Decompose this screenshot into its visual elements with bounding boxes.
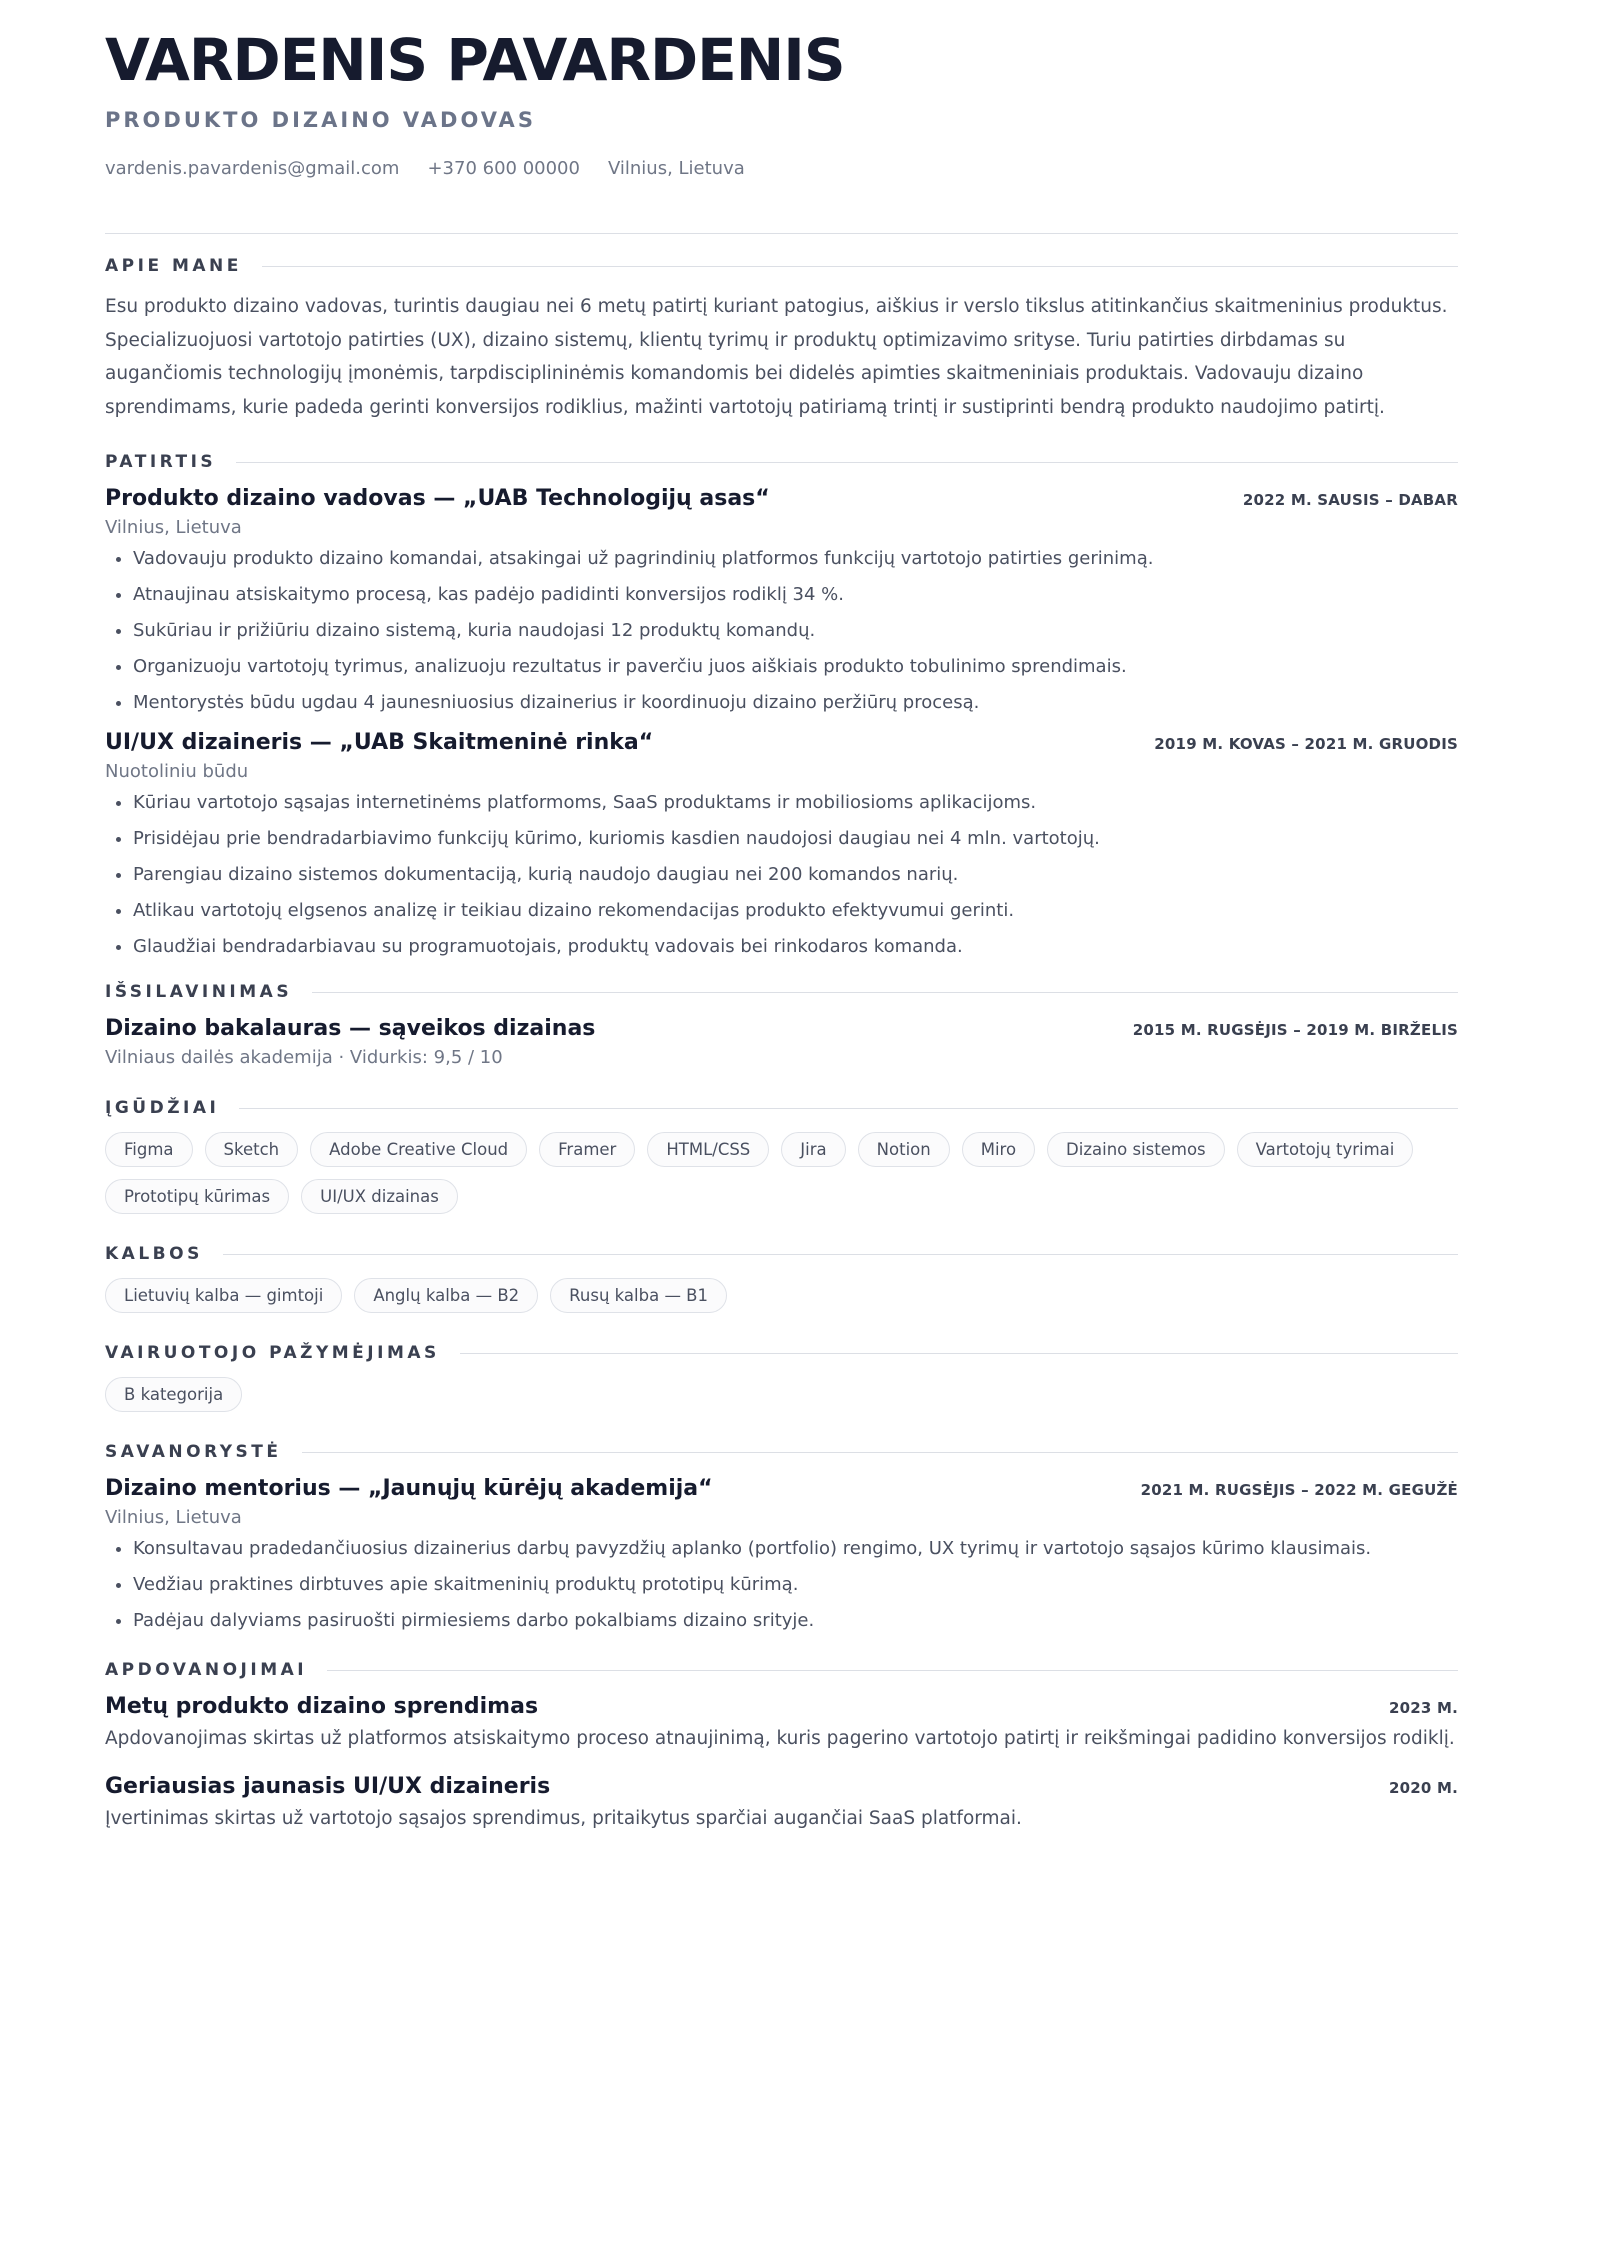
section-title: IŠSILAVINIMAS xyxy=(105,982,293,1002)
section-title: PATIRTIS xyxy=(105,452,217,472)
award-title: Geriausias jaunasis UI/UX dizaineris xyxy=(105,1774,551,1799)
list-item: • Organizuoju vartotojų tyrimus, analizuoju rezultatus ir paverčiu juos aiškiais produkto tobulinimo sprendimais. xyxy=(133,654,1458,680)
award-entry xyxy=(105,1774,1458,1834)
skill-tag: Jira xyxy=(781,1132,845,1167)
skill-tag: HTML/CSS xyxy=(647,1132,769,1167)
list-item: • Prisidėjau prie bendradarbiavimo funkcijų kūrimo, kuriomis kasdien naudojosi daugiau nei 4 mln. vartotojų. xyxy=(133,826,1458,852)
section-experience xyxy=(105,452,1458,960)
skill-tags xyxy=(105,1132,1458,1214)
section-title: SAVANORYSTĖ xyxy=(105,1442,282,1462)
section-volunteering xyxy=(105,1442,1458,1634)
section-title: APDOVANOJIMAI xyxy=(105,1660,308,1680)
skill-tag: Sketch xyxy=(205,1132,299,1167)
list-item: • Sukūriau ir prižiūriu dizaino sistemą, kuria naudojasi 12 produktų komandų. xyxy=(133,618,1458,644)
section-divider xyxy=(262,266,1458,267)
volunteer-location: Vilnius, Lietuva xyxy=(105,1507,242,1528)
section-title: ĮGŪDŽIAI xyxy=(105,1098,220,1118)
about-text: Esu produkto dizaino vadovas, turintis daugiau nei 6 metų patirtį kuriant patogius, aiškius ir verslo tikslus atitinkančius skaitmeninius produktus. Specializuojuosi vartotojo patirties (UX), dizaino sistemų, klientų tyrimų ir produktų optimizavimo srityse. Turiu patirties dirbdamas su augančiomis technologijų įmonėmis, tarpdisciplininėmis komandomis bei didelės apimties skaitmeniniais produktais. Vadovauju dizaino sprendimams, kurie padeda gerinti konversijos rodiklius, mažinti vartotojų patiriamą trintį ir sustiprinti bendrą produkto naudojimo patirtį. xyxy=(105,296,1448,418)
job-location: Vilnius, Lietuva xyxy=(105,517,242,538)
list-item: • Kūriau vartotojo sąsajas internetinėms platformoms, SaaS produktams ir mobiliosioms aplikacijoms. xyxy=(133,790,1458,816)
skill-tag: UI/UX dizainas xyxy=(301,1179,458,1214)
skill-tag: Miro xyxy=(962,1132,1035,1167)
section-about xyxy=(105,256,1458,424)
volunteering-entry xyxy=(105,1476,1458,1634)
section-education xyxy=(105,982,1458,1068)
list-item: • Mentorystės būdu ugdau 4 jaunesniuosius dizainerius ir koordinuoju dizaino peržiūrų procesą. xyxy=(133,690,1458,716)
education-date: 2015 M. RUGSĖJIS – 2019 M. BIRŽELIS xyxy=(1132,1021,1458,1039)
list-item: • Parengiau dizaino sistemos dokumentaciją, kurią naudojo daugiau nei 200 komandos narių. xyxy=(133,862,1458,888)
skill-tag: Vartotojų tyrimai xyxy=(1237,1132,1414,1167)
list-item: • Atnaujinau atsiskaitymo procesą, kas padėjo padidinti konversijos rodiklį 34 %. xyxy=(133,582,1458,608)
award-description: Apdovanojimas skirtas už platformos atsiskaitymo proceso atnaujinimą, kuris pagerino vartotojo patirtį ir reikšmingai padidino konversijos rodiklį. xyxy=(105,1728,1455,1749)
volunteer-role: Dizaino mentorius — „Jaunųjų kūrėjų akademija“ xyxy=(105,1476,713,1501)
language-tag: Rusų kalba — B1 xyxy=(550,1278,727,1313)
section-title: VAIRUOTOJO PAŽYMĖJIMAS xyxy=(105,1343,440,1363)
header-divider xyxy=(105,233,1458,234)
section-divider xyxy=(236,462,1458,463)
award-entry xyxy=(105,1694,1458,1754)
candidate-name: VARDENIS PAVARDENIS xyxy=(105,26,845,94)
skill-tag: Dizaino sistemos xyxy=(1047,1132,1225,1167)
section-languages xyxy=(105,1244,1458,1313)
section-skills xyxy=(105,1098,1458,1214)
list-item: • Padėjau dalyviams pasiruošti pirmiesiems darbo pokalbiams dizaino srityje. xyxy=(133,1608,1458,1634)
experience-entry xyxy=(105,730,1458,960)
section-divider xyxy=(312,992,1458,993)
job-title: UI/UX dizaineris — „UAB Skaitmeninė rinka“ xyxy=(105,730,654,755)
list-item: • Vedžiau praktines dirbtuves apie skaitmeninių produktų prototipų kūrimą. xyxy=(133,1572,1458,1598)
section-awards xyxy=(105,1660,1458,1834)
section-title: APIE MANE xyxy=(105,256,242,276)
section-divider xyxy=(302,1452,1458,1453)
section-driving-license xyxy=(105,1343,1458,1412)
skill-tag: Framer xyxy=(539,1132,635,1167)
skill-tag: Figma xyxy=(105,1132,193,1167)
list-item: • Atlikau vartotojų elgsenos analizę ir teikiau dizaino rekomendacijas produkto efektyvumui gerinti. xyxy=(133,898,1458,924)
section-divider xyxy=(460,1353,1458,1354)
skill-tag: Prototipų kūrimas xyxy=(105,1179,289,1214)
award-date: 2020 M. xyxy=(1389,1779,1458,1797)
job-title: Produkto dizaino vadovas — „UAB Technologijų asas“ xyxy=(105,486,770,511)
volunteer-bullets xyxy=(105,1536,1458,1634)
license-tag: B kategorija xyxy=(105,1377,242,1412)
language-tag: Anglų kalba — B2 xyxy=(354,1278,538,1313)
contact-location: Vilnius, Lietuva xyxy=(607,158,745,179)
license-tags xyxy=(105,1377,1458,1412)
education-entry xyxy=(105,1016,1458,1068)
list-item: • Glaudžiai bendradarbiavau su programuotojais, produktų vadovais bei rinkodaros komanda. xyxy=(133,934,1458,960)
contact-row xyxy=(105,158,1458,179)
language-tag: Lietuvių kalba — gimtoji xyxy=(105,1278,342,1313)
experience-entry xyxy=(105,486,1458,716)
skill-tag: Notion xyxy=(858,1132,950,1167)
job-date: 2022 M. SAUSIS – DABAR xyxy=(1242,491,1458,509)
job-bullets xyxy=(105,546,1458,716)
degree-title: Dizaino bakalauras — sąveikos dizainas xyxy=(105,1016,596,1041)
award-description: Įvertinimas skirtas už vartotojo sąsajos sprendimus, pritaikytus sparčiai augančiai SaaS platformai. xyxy=(105,1808,1022,1829)
contact-email[interactable]: vardenis.pavardenis@gmail.com xyxy=(105,158,400,179)
list-item: • Vadovauju produkto dizaino komandai, atsakingai už pagrindinių platformos funkcijų vartotojo patirties gerinimą. xyxy=(133,546,1458,572)
volunteer-date: 2021 M. RUGSĖJIS – 2022 M. GEGUŽĖ xyxy=(1140,1481,1458,1499)
list-item: • Konsultavau pradedančiuosius dizainerius darbų pavyzdžių aplanko (portfolio) rengimo, UX tyrimų ir vartotojo sąsajos kūrimo klausimais. xyxy=(133,1536,1458,1562)
award-date: 2023 M. xyxy=(1389,1699,1458,1717)
section-title: KALBOS xyxy=(105,1244,203,1264)
job-bullets xyxy=(105,790,1458,960)
skill-tag: Adobe Creative Cloud xyxy=(310,1132,527,1167)
section-divider xyxy=(239,1108,1458,1109)
section-divider xyxy=(327,1670,1458,1671)
school-name: Vilniaus dailės akademija · Vidurkis: 9,5 / 10 xyxy=(105,1047,503,1068)
candidate-role: PRODUKTO DIZAINO VADOVAS xyxy=(105,108,536,132)
job-date: 2019 M. KOVAS – 2021 M. GRUODIS xyxy=(1154,735,1458,753)
award-title: Metų produkto dizaino sprendimas xyxy=(105,1694,539,1719)
section-divider xyxy=(223,1254,1458,1255)
job-location: Nuotoliniu būdu xyxy=(105,761,249,782)
contact-phone[interactable]: +370 600 00000 xyxy=(427,158,580,179)
language-tags xyxy=(105,1278,1458,1313)
